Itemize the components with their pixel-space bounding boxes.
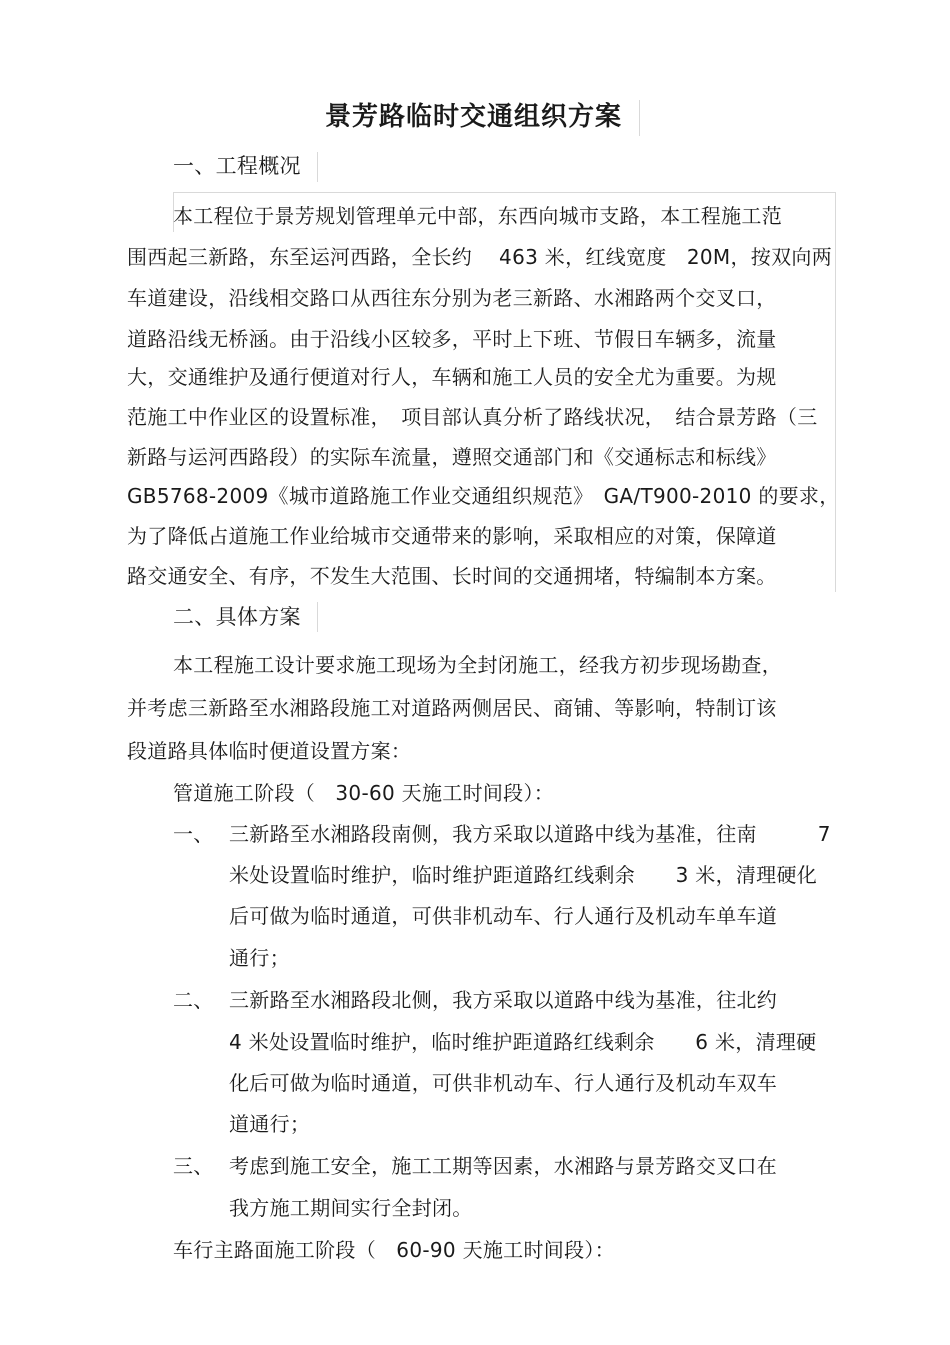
paragraph-line: 并考虑三新路至水湘路段施工对道路两侧居民、商铺、等影响，特制订该: [127, 696, 777, 720]
scan-mark: [173, 192, 835, 193]
paragraph-line: 路交通安全、有序，不发生大范围、长时间的交通拥堵，特编制本方案。: [127, 564, 777, 588]
list-line: 4 米处设置临时维护，临时维护距道路红线剩余 6 米，清理硬: [229, 1030, 817, 1054]
list-line: 化后可做为临时通道，可供非机动车、行人通行及机动车双车: [229, 1071, 778, 1095]
paragraph-line: 车道建设，沿线相交路口从西往东分别为老三新路、水湘路两个交叉口，: [127, 286, 777, 310]
list-line: 后可做为临时通道，可供非机动车、行人通行及机动车单车道: [229, 904, 778, 928]
list-line: 三新路至水湘路段北侧，我方采取以道路中线为基准，往北约: [229, 988, 778, 1012]
list-number: 二、: [173, 988, 214, 1012]
list-number: 三、: [173, 1154, 214, 1178]
scan-mark: [835, 192, 836, 592]
scan-mark: [317, 602, 318, 632]
section-heading: 一、工程概况: [173, 154, 301, 178]
paragraph-line: 本工程施工设计要求施工现场为全封闭施工，经我方初步现场勘查，: [173, 653, 782, 677]
scan-mark: [639, 100, 640, 136]
phase-label: 车行主路面施工阶段（ 60-90 天施工时间段）：: [173, 1238, 615, 1262]
paragraph-line: 新路与运河西路段）的实际车流量，遵照交通部门和《交通标志和标线》: [127, 445, 777, 469]
list-line: 考虑到施工安全，施工工期等因素，水湘路与景芳路交叉口在: [229, 1154, 778, 1178]
list-line: 通行；: [229, 946, 290, 970]
paragraph-line: 范施工中作业区的设置标准， 项目部认真分析了路线状况， 结合景芳路（三: [127, 405, 818, 429]
phase-label: 管道施工阶段（ 30-60 天施工时间段）：: [173, 781, 555, 805]
paragraph-line: GB5768-2009《城市道路施工作业交通组织规范》 GA/T900-2010 的要求，: [127, 484, 840, 508]
list-line: 米处设置临时维护，临时维护距道路红线剩余 3 米，清理硬化: [229, 863, 818, 887]
paragraph-line: 道路沿线无桥涵。由于沿线小区较多，平时上下班、节假日车辆多，流量: [127, 327, 777, 351]
list-line: 三新路至水湘路段南侧，我方采取以道路中线为基准，往南 7: [229, 822, 831, 846]
list-line: 道通行；: [229, 1112, 311, 1136]
page-title: 景芳路临时交通组织方案: [325, 102, 623, 132]
section-heading: 二、具体方案: [173, 605, 301, 629]
list-line: 我方施工期间实行全封闭。: [229, 1196, 473, 1220]
scan-mark: [317, 152, 318, 182]
paragraph-line: 大，交通维护及通行便道对行人，车辆和施工人员的安全尤为重要。为规: [127, 365, 777, 389]
paragraph-line: 围西起三新路，东至运河西路，全长约 463 米，红线宽度 20M，按双向两: [127, 245, 832, 269]
paragraph-line: 本工程位于景芳规划管理单元中部，东西向城市支路，本工程施工范: [173, 204, 782, 228]
paragraph-line: 段道路具体临时便道设置方案：: [127, 739, 412, 763]
paragraph-line: 为了降低占道施工作业给城市交通带来的影响，采取相应的对策，保障道: [127, 524, 777, 548]
list-number: 一、: [173, 822, 214, 846]
